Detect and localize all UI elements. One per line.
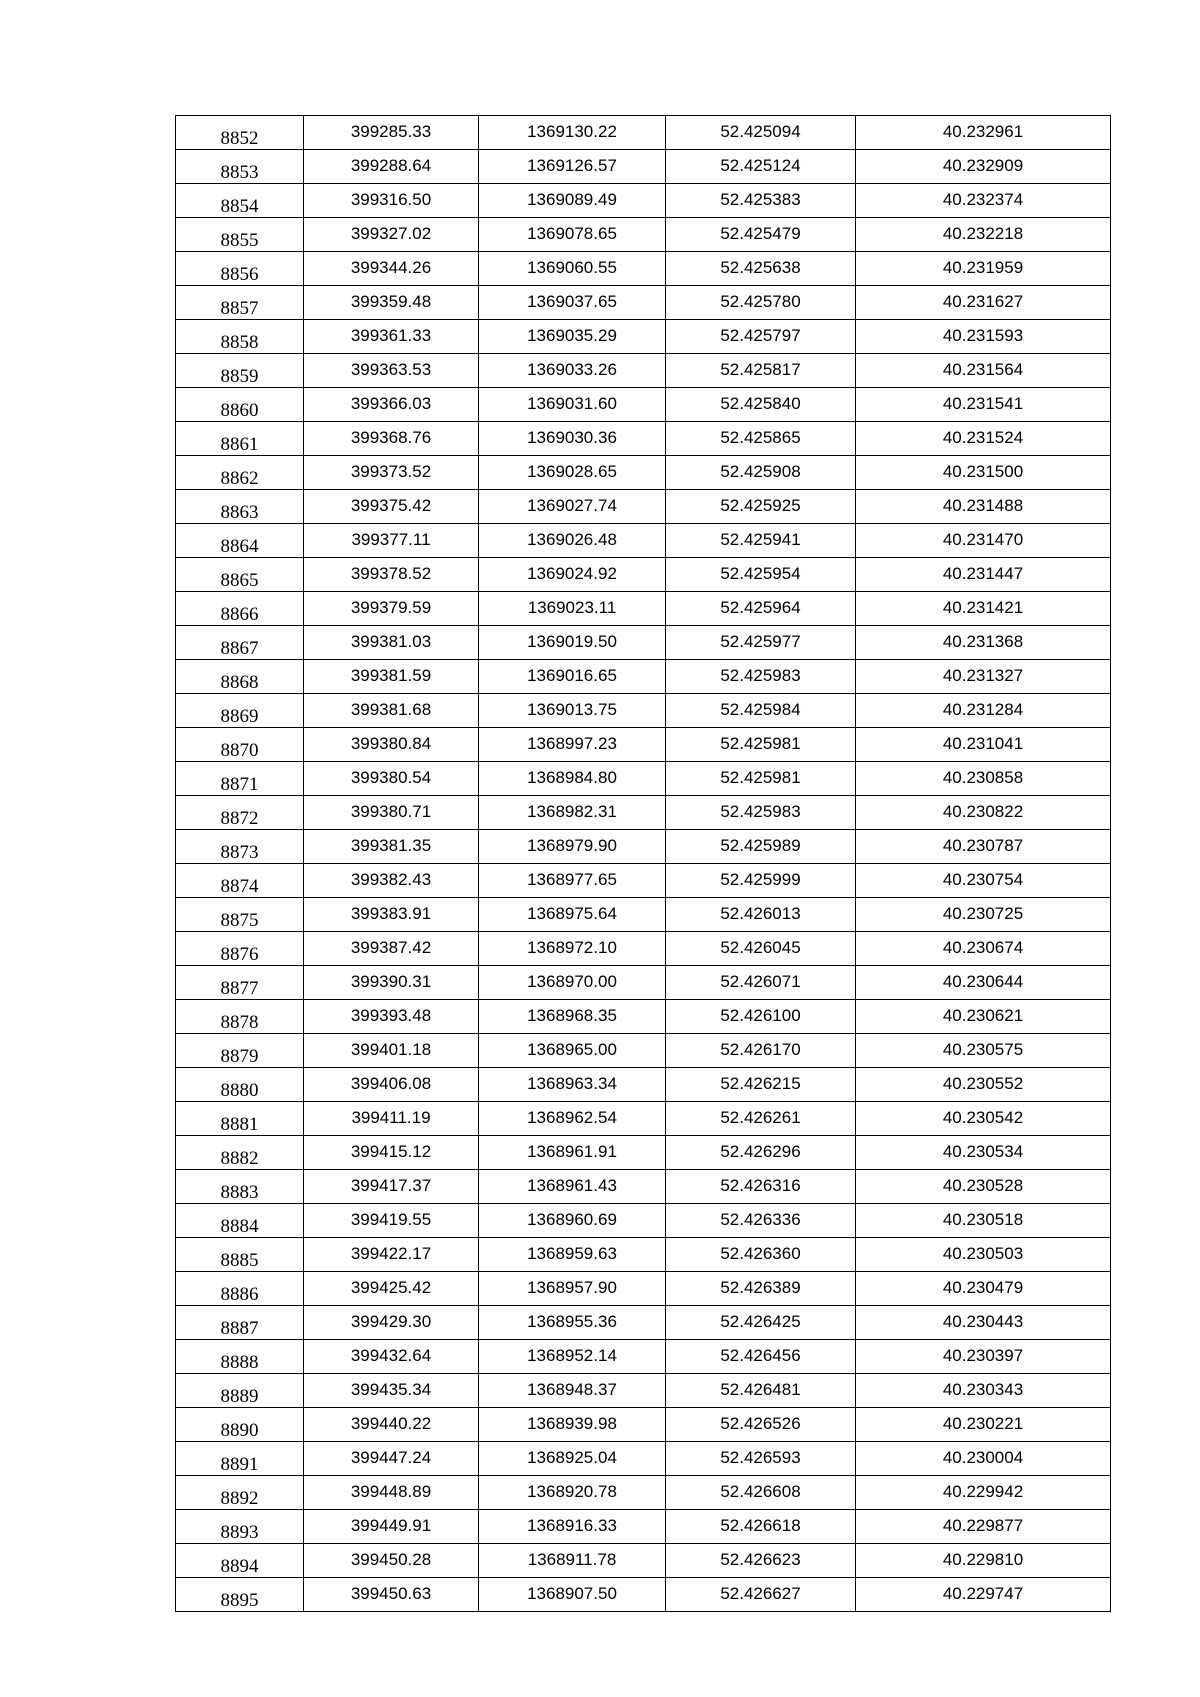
latitude-cell: 52.425954 [666, 558, 856, 592]
latitude-cell: 52.426425 [666, 1306, 856, 1340]
y-coordinate-cell: 1368939.98 [479, 1408, 666, 1442]
y-coordinate-cell: 1369027.74 [479, 490, 666, 524]
point-number-cell: 8895 [176, 1578, 304, 1612]
latitude-cell: 52.425984 [666, 694, 856, 728]
y-coordinate-cell: 1368979.90 [479, 830, 666, 864]
latitude-cell: 52.425908 [666, 456, 856, 490]
point-number-cell: 8883 [176, 1170, 304, 1204]
latitude-cell: 52.425797 [666, 320, 856, 354]
x-coordinate-cell: 399375.42 [304, 490, 479, 524]
coordinates-table-body [176, 116, 1111, 1612]
y-coordinate-cell: 1369031.60 [479, 388, 666, 422]
y-coordinate-cell: 1369023.11 [479, 592, 666, 626]
y-coordinate-cell: 1368972.10 [479, 932, 666, 966]
point-number-cell: 8893 [176, 1510, 304, 1544]
point-number-cell: 8867 [176, 626, 304, 660]
x-coordinate-cell: 399380.71 [304, 796, 479, 830]
point-number-cell: 8875 [176, 898, 304, 932]
y-coordinate-cell: 1368959.63 [479, 1238, 666, 1272]
x-coordinate-cell: 399288.64 [304, 150, 479, 184]
table-row [176, 694, 1111, 728]
point-number-cell: 8859 [176, 354, 304, 388]
point-number-cell: 8892 [176, 1476, 304, 1510]
x-coordinate-cell: 399285.33 [304, 116, 479, 150]
table-row [176, 218, 1111, 252]
x-coordinate-cell: 399380.84 [304, 728, 479, 762]
x-coordinate-cell: 399368.76 [304, 422, 479, 456]
x-coordinate-cell: 399447.24 [304, 1442, 479, 1476]
x-coordinate-cell: 399377.11 [304, 524, 479, 558]
point-number-cell: 8863 [176, 490, 304, 524]
y-coordinate-cell: 1369024.92 [479, 558, 666, 592]
table-row [176, 184, 1111, 218]
x-coordinate-cell: 399401.18 [304, 1034, 479, 1068]
longitude-cell: 40.230528 [856, 1170, 1111, 1204]
y-coordinate-cell: 1369130.22 [479, 116, 666, 150]
latitude-cell: 52.425999 [666, 864, 856, 898]
point-number-cell: 8852 [176, 116, 304, 150]
table-row [176, 1000, 1111, 1034]
table-row [176, 524, 1111, 558]
latitude-cell: 52.425383 [666, 184, 856, 218]
y-coordinate-cell: 1369078.65 [479, 218, 666, 252]
latitude-cell: 52.426481 [666, 1374, 856, 1408]
table-row [176, 1578, 1111, 1612]
point-number-cell: 8887 [176, 1306, 304, 1340]
latitude-cell: 52.426071 [666, 966, 856, 1000]
table-row [176, 1272, 1111, 1306]
x-coordinate-cell: 399316.50 [304, 184, 479, 218]
table-row [176, 864, 1111, 898]
longitude-cell: 40.230552 [856, 1068, 1111, 1102]
x-coordinate-cell: 399450.28 [304, 1544, 479, 1578]
longitude-cell: 40.231488 [856, 490, 1111, 524]
x-coordinate-cell: 399387.42 [304, 932, 479, 966]
point-number-cell: 8854 [176, 184, 304, 218]
point-number-cell: 8890 [176, 1408, 304, 1442]
y-coordinate-cell: 1369033.26 [479, 354, 666, 388]
longitude-cell: 40.232909 [856, 150, 1111, 184]
x-coordinate-cell: 399381.59 [304, 660, 479, 694]
y-coordinate-cell: 1369035.29 [479, 320, 666, 354]
point-number-cell: 8888 [176, 1340, 304, 1374]
latitude-cell: 52.425479 [666, 218, 856, 252]
y-coordinate-cell: 1368957.90 [479, 1272, 666, 1306]
table-row [176, 1034, 1111, 1068]
y-coordinate-cell: 1368965.00 [479, 1034, 666, 1068]
coordinates-table [175, 115, 1111, 1612]
x-coordinate-cell: 399422.17 [304, 1238, 479, 1272]
x-coordinate-cell: 399393.48 [304, 1000, 479, 1034]
x-coordinate-cell: 399429.30 [304, 1306, 479, 1340]
point-number-cell: 8861 [176, 422, 304, 456]
y-coordinate-cell: 1369089.49 [479, 184, 666, 218]
latitude-cell: 52.425989 [666, 830, 856, 864]
y-coordinate-cell: 1368984.80 [479, 762, 666, 796]
latitude-cell: 52.426336 [666, 1204, 856, 1238]
x-coordinate-cell: 399417.37 [304, 1170, 479, 1204]
y-coordinate-cell: 1369019.50 [479, 626, 666, 660]
latitude-cell: 52.425638 [666, 252, 856, 286]
point-number-cell: 8891 [176, 1442, 304, 1476]
y-coordinate-cell: 1369060.55 [479, 252, 666, 286]
y-coordinate-cell: 1368977.65 [479, 864, 666, 898]
y-coordinate-cell: 1368955.36 [479, 1306, 666, 1340]
latitude-cell: 52.426045 [666, 932, 856, 966]
latitude-cell: 52.425981 [666, 762, 856, 796]
point-number-cell: 8857 [176, 286, 304, 320]
latitude-cell: 52.426360 [666, 1238, 856, 1272]
longitude-cell: 40.231959 [856, 252, 1111, 286]
latitude-cell: 52.425865 [666, 422, 856, 456]
x-coordinate-cell: 399363.53 [304, 354, 479, 388]
table-row [176, 966, 1111, 1000]
x-coordinate-cell: 399382.43 [304, 864, 479, 898]
point-number-cell: 8877 [176, 966, 304, 1000]
table-row [176, 592, 1111, 626]
x-coordinate-cell: 399406.08 [304, 1068, 479, 1102]
longitude-cell: 40.231327 [856, 660, 1111, 694]
table-row [176, 660, 1111, 694]
table-row [176, 1170, 1111, 1204]
latitude-cell: 52.425981 [666, 728, 856, 762]
longitude-cell: 40.230674 [856, 932, 1111, 966]
table-row [176, 388, 1111, 422]
x-coordinate-cell: 399432.64 [304, 1340, 479, 1374]
point-number-cell: 8878 [176, 1000, 304, 1034]
x-coordinate-cell: 399378.52 [304, 558, 479, 592]
table-row [176, 762, 1111, 796]
longitude-cell: 40.231593 [856, 320, 1111, 354]
table-row [176, 456, 1111, 490]
longitude-cell: 40.231368 [856, 626, 1111, 660]
table-row [176, 728, 1111, 762]
x-coordinate-cell: 399411.19 [304, 1102, 479, 1136]
x-coordinate-cell: 399327.02 [304, 218, 479, 252]
latitude-cell: 52.425925 [666, 490, 856, 524]
y-coordinate-cell: 1368907.50 [479, 1578, 666, 1612]
point-number-cell: 8865 [176, 558, 304, 592]
table-row [176, 1442, 1111, 1476]
table-row [176, 422, 1111, 456]
y-coordinate-cell: 1368952.14 [479, 1340, 666, 1374]
point-number-cell: 8880 [176, 1068, 304, 1102]
table-row [176, 1204, 1111, 1238]
point-number-cell: 8858 [176, 320, 304, 354]
x-coordinate-cell: 399435.34 [304, 1374, 479, 1408]
latitude-cell: 52.426627 [666, 1578, 856, 1612]
y-coordinate-cell: 1368961.91 [479, 1136, 666, 1170]
y-coordinate-cell: 1368963.34 [479, 1068, 666, 1102]
longitude-cell: 40.231524 [856, 422, 1111, 456]
table-row [176, 354, 1111, 388]
y-coordinate-cell: 1368982.31 [479, 796, 666, 830]
longitude-cell: 40.231041 [856, 728, 1111, 762]
point-number-cell: 8876 [176, 932, 304, 966]
y-coordinate-cell: 1369037.65 [479, 286, 666, 320]
table-row [176, 150, 1111, 184]
table-row [176, 830, 1111, 864]
longitude-cell: 40.230754 [856, 864, 1111, 898]
latitude-cell: 52.425941 [666, 524, 856, 558]
table-row [176, 320, 1111, 354]
point-number-cell: 8864 [176, 524, 304, 558]
latitude-cell: 52.426608 [666, 1476, 856, 1510]
point-number-cell: 8874 [176, 864, 304, 898]
table-row [176, 1306, 1111, 1340]
table-row [176, 1068, 1111, 1102]
table-row [176, 626, 1111, 660]
y-coordinate-cell: 1368997.23 [479, 728, 666, 762]
longitude-cell: 40.232374 [856, 184, 1111, 218]
longitude-cell: 40.230534 [856, 1136, 1111, 1170]
y-coordinate-cell: 1369028.65 [479, 456, 666, 490]
x-coordinate-cell: 399344.26 [304, 252, 479, 286]
latitude-cell: 52.426100 [666, 1000, 856, 1034]
x-coordinate-cell: 399381.68 [304, 694, 479, 728]
longitude-cell: 40.231627 [856, 286, 1111, 320]
table-row [176, 1136, 1111, 1170]
x-coordinate-cell: 399379.59 [304, 592, 479, 626]
longitude-cell: 40.232961 [856, 116, 1111, 150]
longitude-cell: 40.232218 [856, 218, 1111, 252]
table-row [176, 1102, 1111, 1136]
point-number-cell: 8860 [176, 388, 304, 422]
y-coordinate-cell: 1368970.00 [479, 966, 666, 1000]
point-number-cell: 8894 [176, 1544, 304, 1578]
longitude-cell: 40.230343 [856, 1374, 1111, 1408]
y-coordinate-cell: 1369126.57 [479, 150, 666, 184]
longitude-cell: 40.230542 [856, 1102, 1111, 1136]
table-row [176, 932, 1111, 966]
point-number-cell: 8869 [176, 694, 304, 728]
longitude-cell: 40.230479 [856, 1272, 1111, 1306]
latitude-cell: 52.426593 [666, 1442, 856, 1476]
longitude-cell: 40.231284 [856, 694, 1111, 728]
y-coordinate-cell: 1368916.33 [479, 1510, 666, 1544]
longitude-cell: 40.229747 [856, 1578, 1111, 1612]
latitude-cell: 52.426623 [666, 1544, 856, 1578]
longitude-cell: 40.231500 [856, 456, 1111, 490]
table-row [176, 116, 1111, 150]
table-row [176, 252, 1111, 286]
x-coordinate-cell: 399449.91 [304, 1510, 479, 1544]
latitude-cell: 52.426456 [666, 1340, 856, 1374]
longitude-cell: 40.230644 [856, 966, 1111, 1000]
latitude-cell: 52.426296 [666, 1136, 856, 1170]
x-coordinate-cell: 399359.48 [304, 286, 479, 320]
point-number-cell: 8856 [176, 252, 304, 286]
y-coordinate-cell: 1368911.78 [479, 1544, 666, 1578]
longitude-cell: 40.229877 [856, 1510, 1111, 1544]
longitude-cell: 40.230787 [856, 830, 1111, 864]
latitude-cell: 52.425840 [666, 388, 856, 422]
latitude-cell: 52.425977 [666, 626, 856, 660]
latitude-cell: 52.426316 [666, 1170, 856, 1204]
latitude-cell: 52.425983 [666, 660, 856, 694]
table-row [176, 1408, 1111, 1442]
y-coordinate-cell: 1369026.48 [479, 524, 666, 558]
y-coordinate-cell: 1368975.64 [479, 898, 666, 932]
x-coordinate-cell: 399381.35 [304, 830, 479, 864]
point-number-cell: 8853 [176, 150, 304, 184]
latitude-cell: 52.426618 [666, 1510, 856, 1544]
point-number-cell: 8871 [176, 762, 304, 796]
longitude-cell: 40.231541 [856, 388, 1111, 422]
table-row [176, 1340, 1111, 1374]
point-number-cell: 8882 [176, 1136, 304, 1170]
latitude-cell: 52.426170 [666, 1034, 856, 1068]
longitude-cell: 40.230858 [856, 762, 1111, 796]
longitude-cell: 40.230575 [856, 1034, 1111, 1068]
longitude-cell: 40.230397 [856, 1340, 1111, 1374]
longitude-cell: 40.229942 [856, 1476, 1111, 1510]
latitude-cell: 52.426013 [666, 898, 856, 932]
y-coordinate-cell: 1369030.36 [479, 422, 666, 456]
table-row [176, 1476, 1111, 1510]
latitude-cell: 52.425964 [666, 592, 856, 626]
latitude-cell: 52.425780 [666, 286, 856, 320]
table-row [176, 898, 1111, 932]
longitude-cell: 40.230443 [856, 1306, 1111, 1340]
x-coordinate-cell: 399425.42 [304, 1272, 479, 1306]
longitude-cell: 40.230221 [856, 1408, 1111, 1442]
x-coordinate-cell: 399381.03 [304, 626, 479, 660]
longitude-cell: 40.230822 [856, 796, 1111, 830]
x-coordinate-cell: 399383.91 [304, 898, 479, 932]
table-row [176, 1544, 1111, 1578]
table-row [176, 286, 1111, 320]
table-row [176, 796, 1111, 830]
table-row [176, 490, 1111, 524]
point-number-cell: 8855 [176, 218, 304, 252]
x-coordinate-cell: 399373.52 [304, 456, 479, 490]
point-number-cell: 8873 [176, 830, 304, 864]
latitude-cell: 52.425983 [666, 796, 856, 830]
latitude-cell: 52.425094 [666, 116, 856, 150]
y-coordinate-cell: 1368948.37 [479, 1374, 666, 1408]
y-coordinate-cell: 1368960.69 [479, 1204, 666, 1238]
point-number-cell: 8862 [176, 456, 304, 490]
y-coordinate-cell: 1368962.54 [479, 1102, 666, 1136]
table-row [176, 1510, 1111, 1544]
longitude-cell: 40.230518 [856, 1204, 1111, 1238]
longitude-cell: 40.229810 [856, 1544, 1111, 1578]
latitude-cell: 52.426261 [666, 1102, 856, 1136]
x-coordinate-cell: 399450.63 [304, 1578, 479, 1612]
latitude-cell: 52.426389 [666, 1272, 856, 1306]
table-row [176, 1238, 1111, 1272]
x-coordinate-cell: 399440.22 [304, 1408, 479, 1442]
x-coordinate-cell: 399448.89 [304, 1476, 479, 1510]
longitude-cell: 40.231421 [856, 592, 1111, 626]
longitude-cell: 40.231470 [856, 524, 1111, 558]
y-coordinate-cell: 1368925.04 [479, 1442, 666, 1476]
point-number-cell: 8881 [176, 1102, 304, 1136]
x-coordinate-cell: 399366.03 [304, 388, 479, 422]
y-coordinate-cell: 1368968.35 [479, 1000, 666, 1034]
longitude-cell: 40.230621 [856, 1000, 1111, 1034]
point-number-cell: 8868 [176, 660, 304, 694]
x-coordinate-cell: 399390.31 [304, 966, 479, 1000]
longitude-cell: 40.230503 [856, 1238, 1111, 1272]
point-number-cell: 8872 [176, 796, 304, 830]
latitude-cell: 52.425124 [666, 150, 856, 184]
table-row [176, 1374, 1111, 1408]
point-number-cell: 8889 [176, 1374, 304, 1408]
point-number-cell: 8885 [176, 1238, 304, 1272]
x-coordinate-cell: 399415.12 [304, 1136, 479, 1170]
longitude-cell: 40.231447 [856, 558, 1111, 592]
x-coordinate-cell: 399361.33 [304, 320, 479, 354]
point-number-cell: 8870 [176, 728, 304, 762]
point-number-cell: 8879 [176, 1034, 304, 1068]
y-coordinate-cell: 1369016.65 [479, 660, 666, 694]
point-number-cell: 8884 [176, 1204, 304, 1238]
table-row [176, 558, 1111, 592]
latitude-cell: 52.426526 [666, 1408, 856, 1442]
y-coordinate-cell: 1369013.75 [479, 694, 666, 728]
longitude-cell: 40.231564 [856, 354, 1111, 388]
y-coordinate-cell: 1368961.43 [479, 1170, 666, 1204]
longitude-cell: 40.230004 [856, 1442, 1111, 1476]
longitude-cell: 40.230725 [856, 898, 1111, 932]
x-coordinate-cell: 399380.54 [304, 762, 479, 796]
x-coordinate-cell: 399419.55 [304, 1204, 479, 1238]
y-coordinate-cell: 1368920.78 [479, 1476, 666, 1510]
latitude-cell: 52.425817 [666, 354, 856, 388]
point-number-cell: 8866 [176, 592, 304, 626]
latitude-cell: 52.426215 [666, 1068, 856, 1102]
point-number-cell: 8886 [176, 1272, 304, 1306]
